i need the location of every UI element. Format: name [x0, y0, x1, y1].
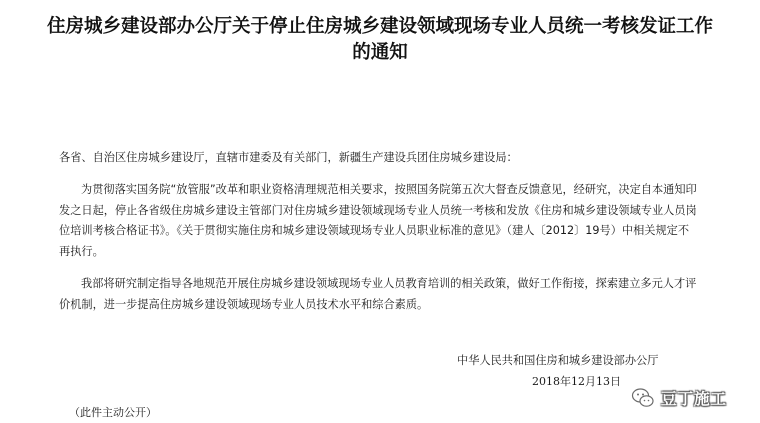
wechat-icon [631, 386, 655, 410]
addressee: 各省、自治区住房城乡建设厅，直辖市建委及有关部门，新疆生产建设兵团住房城乡建设局： [59, 151, 518, 164]
watermark-text: 豆丁施工 [661, 390, 728, 408]
title-line-1: 住房城乡建设部办公厅关于停止住房城乡建设领域现场专业人员统一考核发证工作 [46, 16, 713, 37]
title-line-2: 的通知 [352, 42, 408, 63]
paragraph-2: 我部将研究制定指导各地规范开展住房城乡建设领域现场专业人员教育培训的相关政策，做好工作衔接，探索建立多元人才评价机制，进一步提高住房城乡建设领域现场专业人员技术水平和综合素质。 [59, 277, 697, 311]
issuer-signature: 中华人民共和国住房和城乡建设部办公厅 [457, 354, 659, 367]
issue-date: 2018年12月13日 [532, 375, 621, 388]
document-title [0, 14, 760, 66]
public-note: （此件主动公开） [69, 406, 157, 419]
paragraph-1: 为贯彻落实国务院“放管服”改革和职业资格清理规范相关要求，按照国务院第五次大督查反馈意见，经研究，决定自本通知印发之日起，停止各省级住房城乡建设主管部门对住房城乡建设领域现场专业人员统一考核和发放《住房和城乡建设领域专业人员岗位培训考核合格证书》。《关于贯彻实施住房和城乡建设领域现场专业人员职业标准的意见》（建人〔2012〕19号）中相关规定不再执行。 [59, 183, 697, 258]
watermark [631, 385, 727, 411]
